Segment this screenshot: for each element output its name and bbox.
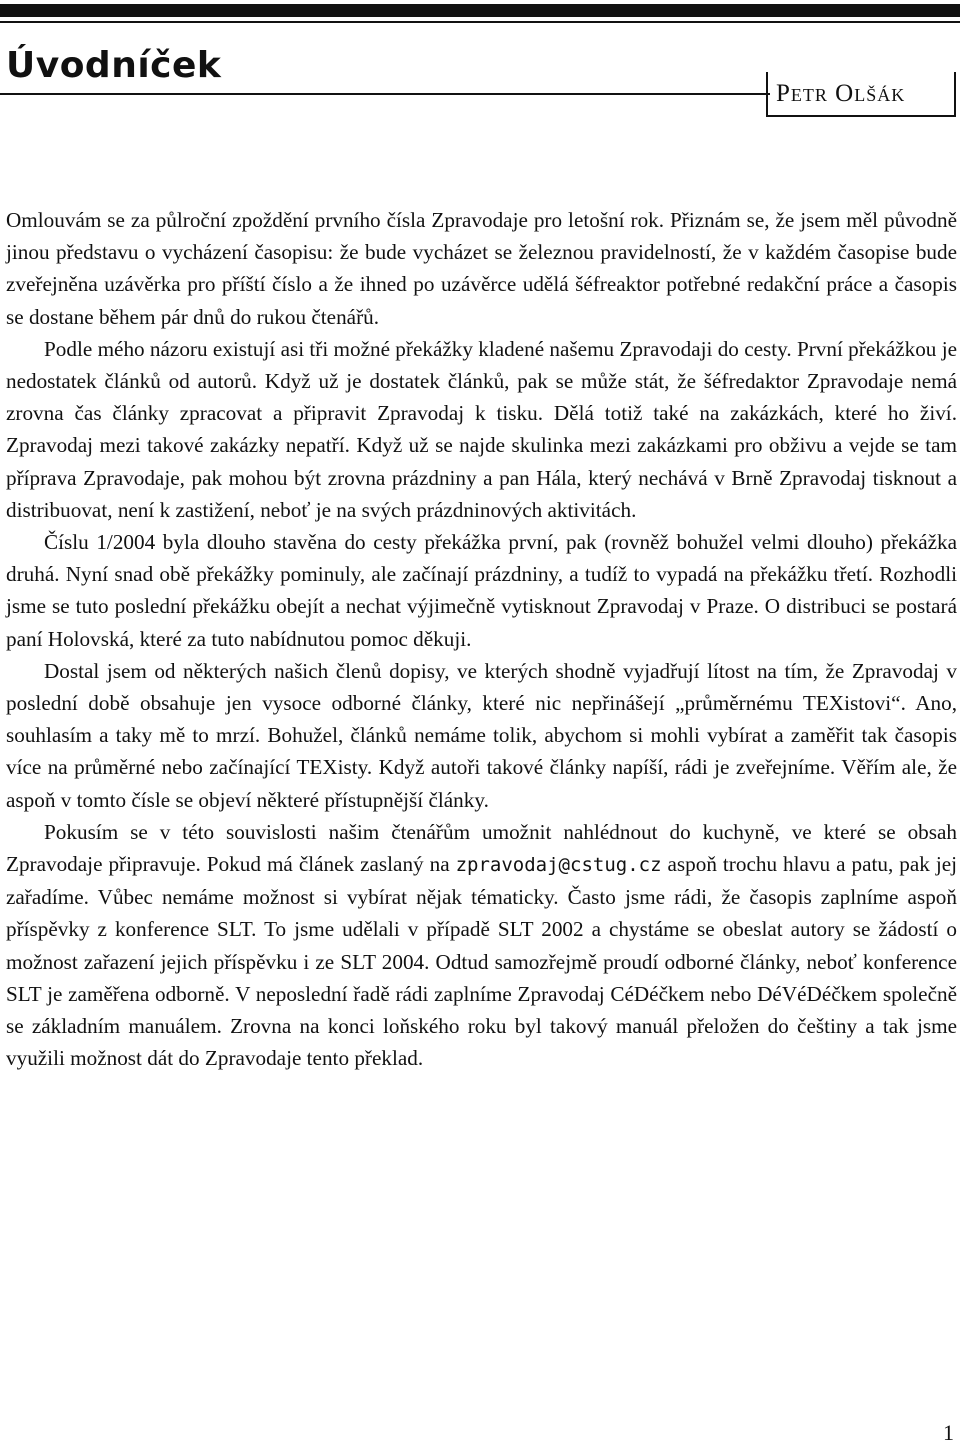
email-address: zpravodaj@cstug.cz bbox=[455, 854, 662, 877]
paragraph-5-end: aspoň trochu hlavu a patu, pak jej zařadíme. Vůbec nemáme možnost si vybírat nějak tématicky. Často jsme rádi, že časopis zaplníme aspoň příspěvky z konference SLT. To jsme udělali v případě SLT 2002 a chystáme se obeslat autory se žádostí o možnost zařazení jejich příspěvku i ze SLT 2004. Odtud samozřejmě proudí odborné články, neboť konference SLT je zaměřena odborně. V neposlední řadě rádi zaplníme Zpravodaj CéDéčkem nebo DéVéDéčkem společně se základním manuálem. Zrovna na konci loňského roku byl takový manuál přeložen do češtiny a tak jsme využili možnost dát do Zpravodaje tento překlad. bbox=[6, 852, 957, 1071]
paragraph-2: Podle mého názoru existují asi tři možné překážky kladené našemu Zpravodaji do cesty. První překážkou je nedostatek článků od autorů. Když už je dostatek článků, pak se může stát, že šéfredaktor Zpravodaje nemá zrovna čas články zpracovat a připravit Zpravodaj k tisku. Dělá totiž také na zakázkách, které ho živí. Zpravodaj mezi takové zakázky nepatří. Když už se najde skulinka mezi zakázkami pro obživu a vejde se tam příprava Zpravodaje, pak mohou být zrovna prázdniny a pan Hála, který nechává v Brně Zpravodaj tisknout a distribuovat, není k zastižení, neboť je na svých prázdninových aktivitách. bbox=[6, 336, 957, 522]
top-rule bbox=[0, 4, 960, 17]
paragraph-3: Číslu 1/2004 byla dlouho stavěna do cesty překážka první, pak (rovněž bohužel velmi dlouho) překážka druhá. Nyní snad obě překážky pominuly, ale začínají prázdniny, a tudíž to vypadá na překážku třetí. Rozhodli jsme se tuto poslední překážku obejít a nechat výjimečně vytisknout Zpravodaj v Praze. O distribuci se postará paní Holovská, které za tuto nabídnutou pomoc děkuji. bbox=[6, 530, 957, 651]
paragraph-5 bbox=[6, 816, 957, 1075]
top-rule-thin bbox=[0, 21, 960, 23]
page-number: 1 bbox=[943, 1420, 954, 1445]
paragraph-5-start: Pokusím se v této souvislosti našim čtenářům umožnit nahlédnout do kuchyně, ve které se obsah Zpravodaje připravuje. Pokud má článek zaslaný na bbox=[6, 819, 957, 877]
author-name: Petr Olšák bbox=[776, 80, 906, 107]
article-title: Úvodníček bbox=[6, 45, 222, 86]
article-body bbox=[6, 204, 957, 1074]
author-rule bbox=[0, 93, 770, 95]
paragraph-1: Omlouvám se za půlroční zpoždění prvního čísla Zpravodaje pro letošní rok. Přiznám se, že jsem měl původně jinou představu o vycházení časopisu: že bude vycházet se železnou pravidelností, že v každém časopise bude zveřejněna uzávěrka pro příští číslo a že ihned po uzávěrce udělá šéfreaktor potřebné redakční práce a časopis se dostane během pár dnů do rukou čtenářů. bbox=[6, 208, 957, 329]
paragraph-4: Dostal jsem od některých našich členů dopisy, ve kterých shodně vyjadřují lítost na tím, že Zpravodaj v poslední době obsahuje jen vysoce odborné články, které nic nepřinášejí „průměrnému TEXistovi“. Ano, souhlasím a taky mě to mrzí. Bohužel, článků nemáme tolik, abychom si mohli vybírat a zaměřit tak časopis více na průměrné nebo začínající TEXisty. Když autoři takové články napíší, rádi je zveřejníme. Věřím ale, že aspoň v tomto čísle se objeví některé přístupnější články. bbox=[6, 658, 957, 812]
